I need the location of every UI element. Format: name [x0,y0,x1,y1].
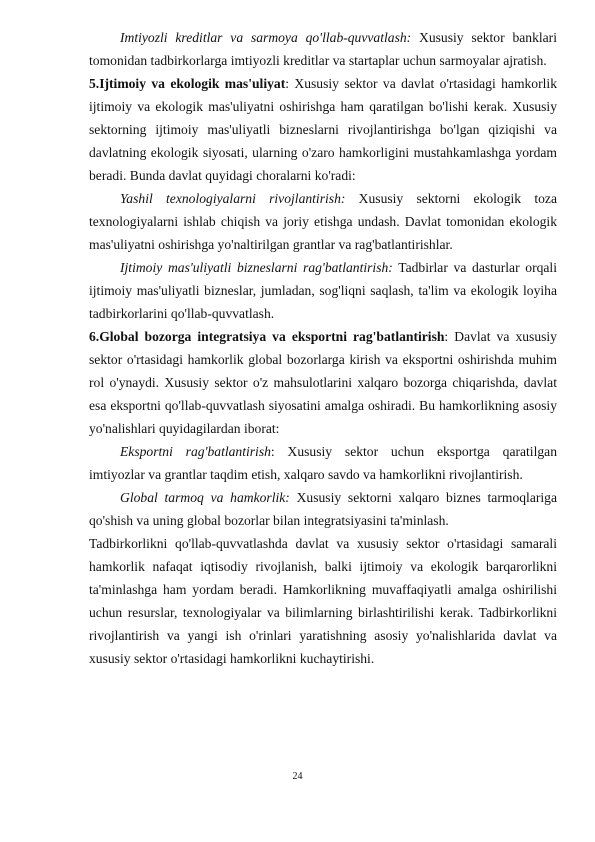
paragraph-export-incentives [89,440,557,486]
paragraph-text: : Xususiy sektor va davlat o'rtasidagi hamkorlik ijtimoiy va ekologik mas'uliyatni oshirishga ham qaratilgan bo'lishi kerak. Xususiy sektorning ijtimoiy mas'uliyatli bizneslarni rivojlantirishga bo'lgan qiziqishi va davlatning ekologik siyosati, ularning o'zaro hamkorligini mustahkamlashga yordam beradi. Bunda davlat quyidagi choralarni ko'radi: [89,76,557,183]
paragraph-lead: Ijtimoiy mas'uliyatli bizneslarni rag'batlantirish: [120,260,393,275]
paragraph-text: Tadbirlar va dasturlar orqali ijtimoiy mas'uliyatli bizneslar, jumladan, sog'liqni saqlash, ta'lim va ekologik loyiha tadbirkorlarini qo'llab-quvvatlash. [89,260,557,321]
paragraph-lead: Global tarmoq va hamkorlik: [120,490,290,505]
paragraph-text: : Davlat va xususiy sektor o'rtasidagi hamkorlik global bozorlarga kirish va eksportni oshirishda muhim rol o'ynaydi. Xususiy sektor o'z mahsulotlarini xalqaro bozorga chiqarishda, davlat esa eksportni qo'llab-quvvatlash siyosatini amalga oshiradi. Bu hamkorlikning asosiy yo'nalishlari quyidagilardan iborat: [89,329,557,436]
paragraph-global-network [89,486,557,532]
section-heading: 5.Ijtimoiy va ekologik mas'uliyat [89,76,286,91]
page-number: 24 [292,771,303,782]
paragraph-text: Xususiy sektorni ekologik toza texnologiyalarni ishlab chiqish va joriy etishga undash. Davlat tomonidan ekologik mas'uliyatni oshirishga yo'naltirilgan grantlar va rag'batlantirishlar. [89,191,557,252]
paragraph-text: : Xususiy sektor uchun eksportga qaratilgan imtiyozlar va grantlar taqdim etish, xalqaro savdo va hamkorlikni rivojlantirish. [89,444,557,482]
paragraph-green-technology [89,187,557,256]
paragraph-conclusion [89,532,557,670]
paragraph-lead: Yashil texnologiyalarni rivojlantirish: [120,191,346,206]
paragraph-lead: Eksportni rag'batlantirish [120,444,271,459]
paragraph-lead: Imtiyozli kreditlar va sarmoya qo'llab-quvvatlash: [120,30,412,45]
paragraph-text: Xususiy sektor banklari tomonidan tadbirkorlarga imtiyozli kreditlar va startaplar uchun sarmoyalar ajratish. [89,30,557,68]
section-heading-global-market [89,325,557,440]
paragraph-preferential-credit [89,26,557,72]
paragraph-text: Tadbirkorlikni qo'llab-quvvatlashda davlat va xususiy sektor o'rtasidagi samarali hamkorlik nafaqat iqtisodiy rivojlanish, balki ijtimoiy va ekologik barqarorlikni ta'minlashga ham yordam beradi. Hamkorlikning muvaffaqiyatli amalga oshirilishi uchun resurslar, texnologiyalar va bilimlarning birlashtirilishi kerak. Tadbirkorlikni rivojlantirish va yangi ish o'rinlari yaratishning asosiy yo'nalishlarida davlat va xususiy sektor o'rtasidagi hamkorlikni kuchaytirishi. [89,536,557,666]
section-heading: 6.Global bozorga integratsiya va eksportni rag'batlantirish [89,329,445,344]
section-heading-social-ecological [89,72,557,187]
paragraph-social-business [89,256,557,325]
paragraph-text: Xususiy sektorni xalqaro biznes tarmoqlariga qo'shish va uning global bozorlar bilan integratsiyasini ta'minlash. [89,490,557,528]
